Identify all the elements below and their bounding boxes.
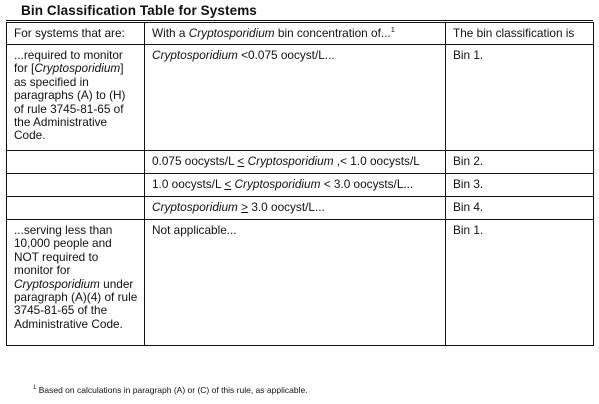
header-systems xyxy=(7,23,145,45)
table-row xyxy=(7,45,594,151)
bin-value: Bin 1. xyxy=(453,223,484,237)
concentration-organism: Cryptosporidium xyxy=(152,200,238,214)
concentration-text: 1.0 oocysts/L xyxy=(152,177,225,191)
concentration-organism: Cryptosporidium xyxy=(247,154,334,168)
table-row xyxy=(7,197,594,220)
title-rule xyxy=(6,20,593,21)
bin-value: Bin 1. xyxy=(453,48,484,62)
concentration-text: 3.0 oocyst/L... xyxy=(248,200,325,214)
concentration-text: 0.075 oocysts/L xyxy=(152,154,238,168)
condition-cell xyxy=(7,151,145,174)
condition-text: ] as specified in paragraphs (A) to (H) of rule 3745-81-65 of the Administrative Code. xyxy=(14,61,126,143)
header-bin-label: The bin classification is xyxy=(453,26,575,40)
header-concentration xyxy=(145,23,446,45)
bin-cell xyxy=(446,174,594,197)
bin-value: Bin 4. xyxy=(453,200,484,214)
header-systems-label: For systems that are: xyxy=(14,26,125,40)
header-concentration-pre: With a xyxy=(152,26,189,40)
condition-cell xyxy=(7,197,145,220)
concentration-cell xyxy=(145,45,446,151)
footnote-text: Based on calculations in paragraph (A) or (C) of this rule, as applicable. xyxy=(36,385,308,395)
concentration-text: <0.075 oocyst/L... xyxy=(237,48,335,62)
footnote xyxy=(33,385,308,395)
concentration-text: > xyxy=(241,200,249,214)
bin-value: Bin 3. xyxy=(453,177,484,191)
bin-classification-table xyxy=(6,22,594,346)
bin-cell xyxy=(446,151,594,174)
bin-cell xyxy=(446,45,594,151)
header-concentration-post: bin concentration of... xyxy=(274,26,391,40)
header-bin xyxy=(446,23,594,45)
concentration-organism: Cryptosporidium xyxy=(234,177,321,191)
condition-text: ...required to monitor for [ xyxy=(14,48,123,76)
table-title: Bin Classification Table for Systems xyxy=(21,3,257,18)
bin-cell xyxy=(446,220,594,346)
footnote-ref: 1 xyxy=(390,25,395,34)
bin-cell xyxy=(446,197,594,220)
condition-cell xyxy=(7,220,145,346)
bin-value: Bin 2. xyxy=(453,154,484,168)
concentration-organism: Cryptosporidium xyxy=(152,48,238,62)
condition-organism: Cryptosporidium xyxy=(14,276,100,291)
table-row xyxy=(7,151,594,174)
concentration-text: < 3.0 oocysts/L... xyxy=(320,177,414,191)
table-header-row xyxy=(7,23,594,45)
table-row xyxy=(7,220,594,346)
concentration-cell xyxy=(145,174,446,197)
condition-cell xyxy=(7,45,145,151)
condition-organism: Cryptosporidium xyxy=(34,61,121,76)
condition-text: under paragraph (A)(4) of rule 3745-81-65 of the Administrative Code. xyxy=(14,276,138,331)
footnote-marker: 1 xyxy=(33,385,37,391)
concentration-text: ,< 1.0 oocysts/L xyxy=(333,154,420,168)
concentration-text: < xyxy=(237,154,245,168)
table-row xyxy=(7,174,594,197)
condition-cell xyxy=(7,174,145,197)
concentration-cell xyxy=(145,151,446,174)
concentration-cell xyxy=(145,197,446,220)
header-concentration-organism: Cryptosporidium xyxy=(188,26,275,40)
concentration-text: < xyxy=(224,177,232,191)
concentration-text: Not applicable... xyxy=(152,223,237,237)
concentration-cell xyxy=(145,220,446,346)
condition-text: ...serving less than 10,000 people and NOT required to monitor for xyxy=(14,223,113,278)
